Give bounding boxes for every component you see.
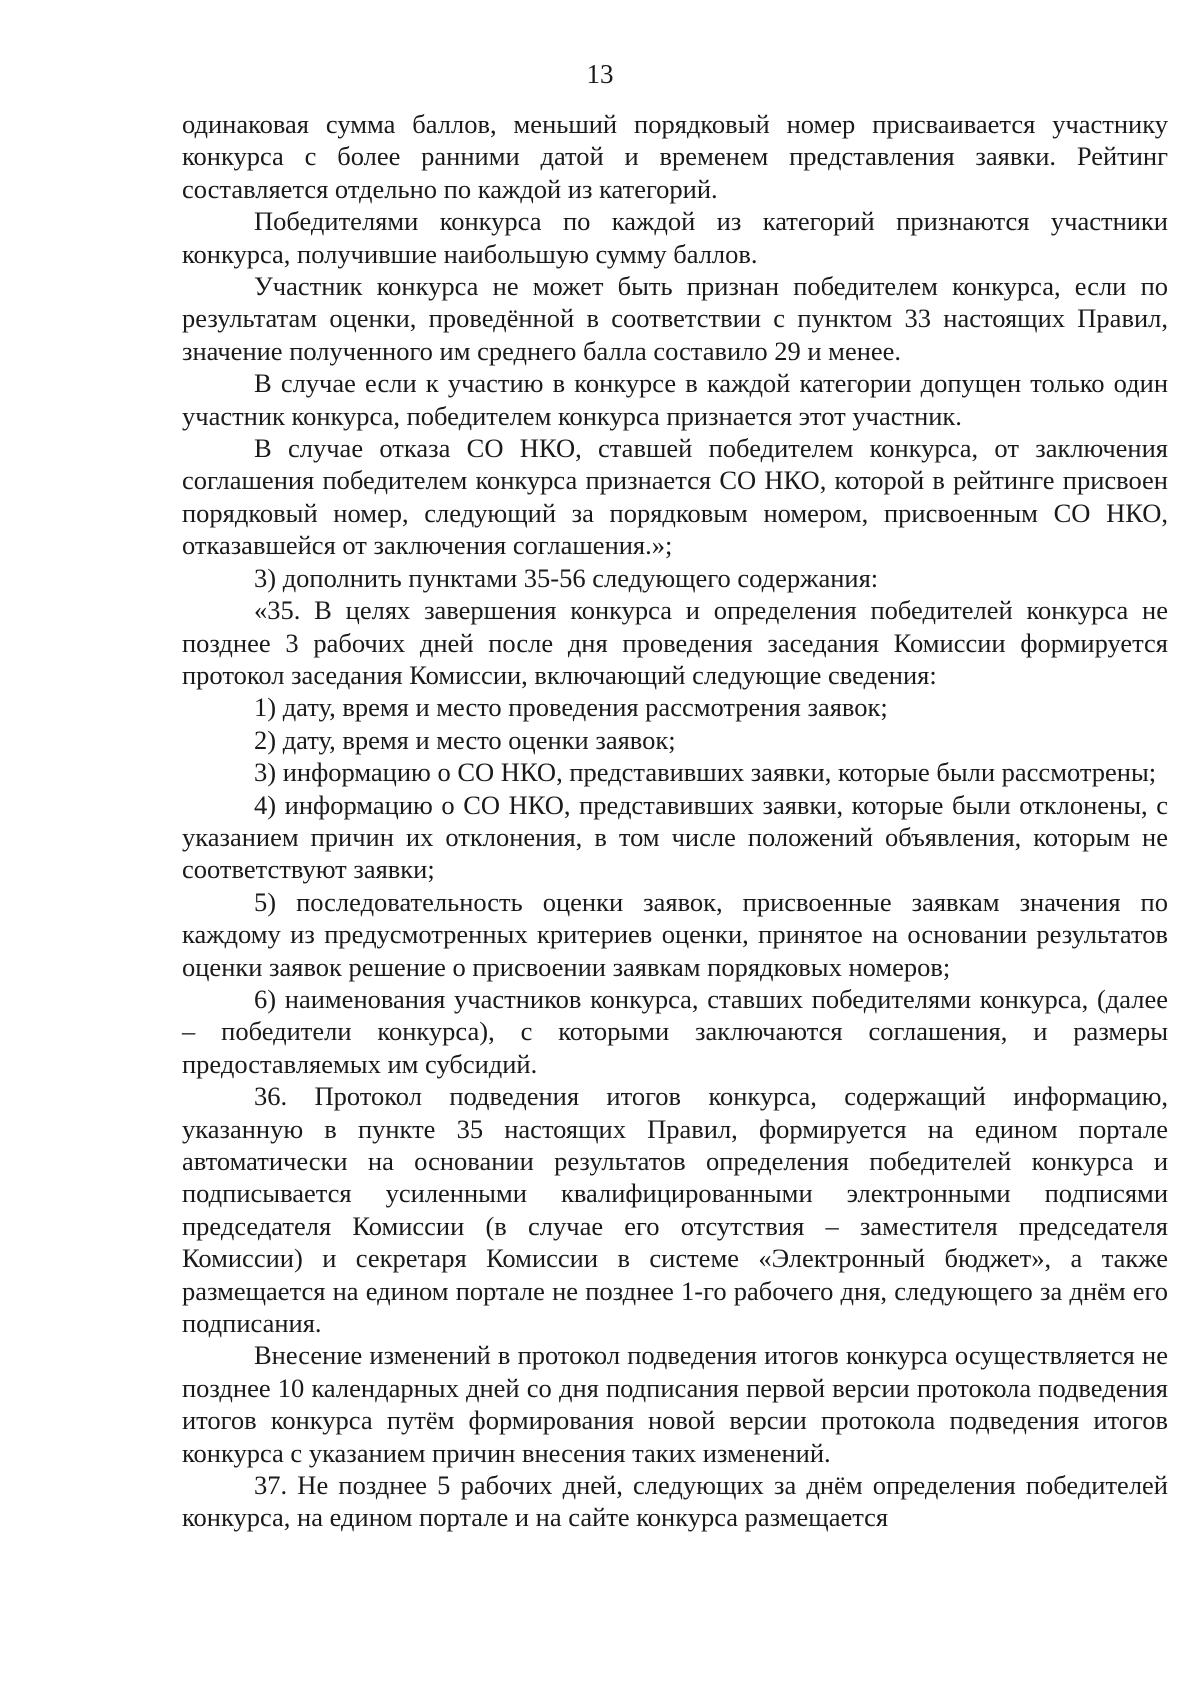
list-item: 3) информацию о СО НКО, представивших заявки, которые были рассмотрены; <box>254 757 1157 788</box>
paragraph: В случае если к участию в конкурсе в каждой категории допущен только один участник конкурса, победителем конкурса признается этот участник. <box>182 368 1168 431</box>
paragraph: 37. Не позднее 5 рабочих дней, следующих за днём определения победителей конкурса, на едином портале и на сайте конкурса размещается <box>182 1470 1168 1533</box>
paragraph: 36. Протокол подведения итогов конкурса, содержащий информацию, указанную в пункте 35 настоящих Правил, формируется на едином портале автоматически на основании результатов определения победителей конкурса и подписывается усиленными квалифицированными электронными подписями председателя Комиссии (в случае его отсутствия – заместителя председателя Комиссии) и секретаря Комиссии в системе «Электронный бюджет», а также размещается на едином портале не позднее 1-го рабочего дня, следующего за днём его подписания. <box>182 1081 1168 1339</box>
document-body <box>182 108 1168 1534</box>
paragraph: 3) дополнить пунктами 35-56 следующего содержания: <box>254 562 879 593</box>
list-item: 6) наименования участников конкурса, ставших победителями конкурса, (далее – победители конкурса), с которыми заключаются соглашения, и размеры предоставляемых им субсидий. <box>182 983 1168 1079</box>
paragraph: одинаковая сумма баллов, меньший порядковый номер присваивается участнику конкурса с более ранними датой и временем представления заявки. Рейтинг составляется отдельно по каждой из категорий. <box>182 109 1168 204</box>
paragraph: Победителями конкурса по каждой из категорий признаются участники конкурса, получившие наибольшую сумму баллов. <box>182 206 1168 269</box>
paragraph: В случае отказа СО НКО, ставшей победителем конкурса, от заключения соглашения победителем конкурса признается СО НКО, которой в рейтинге присвоен порядковый номер, следующий за порядковым номером, присвоенным СО НКО, отказавшейся от заключения соглашения.»; <box>182 433 1168 561</box>
list-item: 5) последовательность оценки заявок, присвоенные заявкам значения по каждому из предусмотренных критериев оценки, принятое на основании результатов оценки заявок решение о присвоении заявкам порядковых номеров; <box>182 886 1168 982</box>
list-item: 2) дату, время и место оценки заявок; <box>254 724 676 755</box>
page-number: 13 <box>586 59 614 89</box>
list-item: 4) информацию о СО НКО, представивших заявки, которые были отклонены, с указанием причин их отклонения, в том числе положений объявления, которым не соответствуют заявки; <box>182 789 1168 885</box>
paragraph: «35. В целях завершения конкурса и определения победителей конкурса не позднее 3 рабочих дней после дня проведения заседания Комиссии формируется протокол заседания Комиссии, включающий следующие сведения: <box>182 595 1168 690</box>
paragraph: Участник конкурса не может быть признан победителем конкурса, если по результатам оценки, проведённой в соответствии с пунктом 33 настоящих Правил, значение полученного им среднего балла составило 29 и менее. <box>182 271 1168 366</box>
list-item: 1) дату, время и место проведения рассмотрения заявок; <box>254 692 888 723</box>
paragraph: Внесение изменений в протокол подведения итогов конкурса осуществляется не позднее 10 календарных дней со дня подписания первой версии протокола подведения итогов конкурса путём формирования новой версии протокола подведения итогов конкурса с указанием причин внесения таких изменений. <box>182 1340 1168 1468</box>
